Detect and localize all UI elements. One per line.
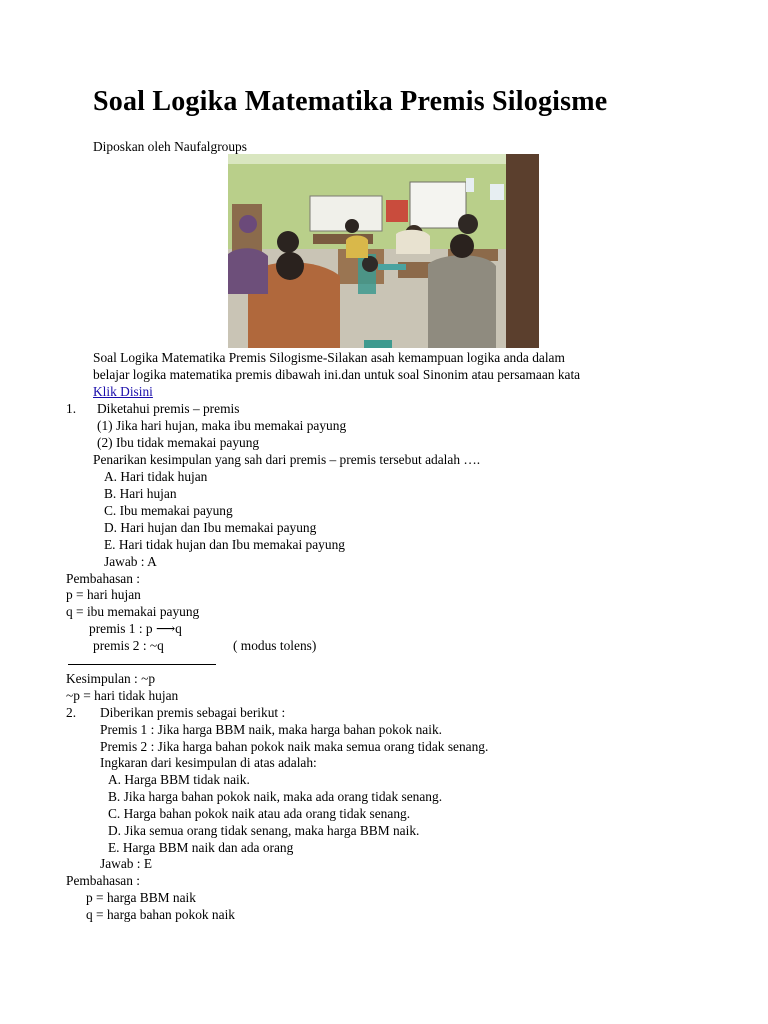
q2-p-definition: p = harga BBM naik [86, 890, 196, 905]
intro-line-1: Soal Logika Matematika Premis Silogisme-Silakan asah kemampuan logika anda dalam [93, 350, 565, 365]
q2-option-c: C. Harga bahan pokok naik atau ada orang tidak senang. [108, 806, 411, 821]
q1-answer: Jawab : A [104, 554, 157, 569]
q2-option-e: E. Harga BBM naik dan ada orang [108, 840, 294, 855]
q1-premise-1-symbolic: premis 1 : p ⟶q [89, 621, 182, 636]
conclusion-divider [68, 664, 216, 665]
q1-conclusion: Kesimpulan : ~p [66, 671, 156, 686]
intro-line-2: belajar logika matematika premis dibawah ini.dan untuk soal Sinonim atau persamaan kata [93, 367, 581, 382]
page-title: Soal Logika Matematika Premis Silogisme [93, 86, 608, 117]
classroom-photo [228, 154, 539, 348]
q1-option-c: C. Ibu memakai payung [104, 503, 233, 518]
q1-modus-label: ( modus tolens) [233, 638, 317, 653]
q1-p-definition: p = hari hujan [66, 587, 141, 602]
klik-disini-link[interactable]: Klik Disini [93, 384, 153, 399]
q1-heading: Diketahui premis – premis [97, 401, 240, 416]
q2-question: Ingkaran dari kesimpulan di atas adalah: [100, 755, 317, 770]
q1-discussion-heading: Pembahasan : [66, 571, 141, 586]
q1-premise-2-symbolic: premis 2 : ~q [93, 638, 164, 653]
q2-option-b: B. Jika harga bahan pokok naik, maka ada orang tidak senang. [108, 789, 443, 804]
q1-q-definition: q = ibu memakai payung [66, 604, 200, 619]
q1-result: ~p = hari tidak hujan [66, 688, 179, 703]
q1-option-e: E. Hari tidak hujan dan Ibu memakai payung [104, 537, 345, 552]
q2-number: 2. [66, 705, 77, 720]
q1-premise-2: (2) Ibu tidak memakai payung [97, 435, 260, 450]
q2-heading: Diberikan premis sebagai berikut : [100, 705, 286, 720]
q2-option-a: A. Harga BBM tidak naik. [108, 772, 250, 787]
q1-premise-1: (1) Jika hari hujan, maka ibu memakai payung [97, 418, 347, 433]
q2-answer: Jawab : E [100, 856, 153, 871]
q2-premise-2: Premis 2 : Jika harga bahan pokok naik maka semua orang tidak senang. [100, 739, 489, 754]
author-line: Diposkan oleh Naufalgroups [93, 139, 247, 154]
q1-option-d: D. Hari hujan dan Ibu memakai payung [104, 520, 317, 535]
q2-discussion-heading: Pembahasan : [66, 873, 141, 888]
q2-option-d: D. Jika semua orang tidak senang, maka harga BBM naik. [108, 823, 420, 838]
q1-option-b: B. Hari hujan [104, 486, 177, 501]
q1-option-a: A. Hari tidak hujan [104, 469, 208, 484]
q1-number: 1. [66, 401, 77, 416]
q2-q-definition: q = harga bahan pokok naik [86, 907, 235, 922]
q2-premise-1: Premis 1 : Jika harga BBM naik, maka harga bahan pokok naik. [100, 722, 443, 737]
q1-question: Penarikan kesimpulan yang sah dari premis – premis tersebut adalah …. [93, 452, 481, 467]
